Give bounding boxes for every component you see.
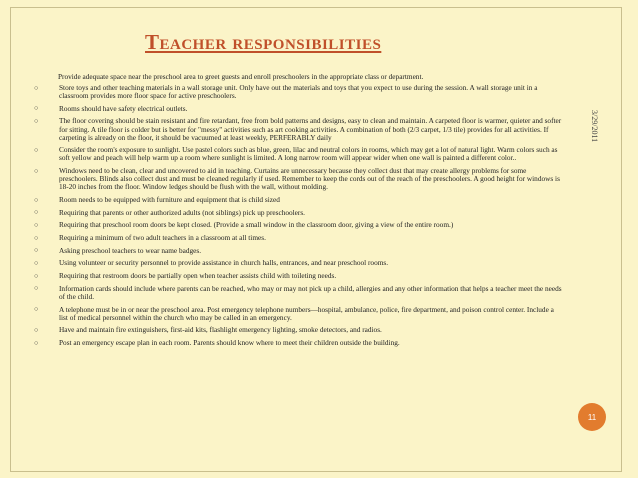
bullet-item [34,306,564,322]
bullet-icon: ○ [34,208,39,217]
bullet-item [34,196,564,204]
bullet-item [34,259,564,267]
bullet-text: Windows need to be clean, clear and uncovered to aid in teaching. Curtains are unnecessary because they collect dust that may create allergy problems for some preschoolers. Blinds also collect dust and must be cleaned regularly if used. Remember to keep the cords out of the reach of the preschoolers. A good height for windows is 18-20 inches from the floor. Window ledges should be flush with the wall, without molding. [59,166,560,192]
bullet-icon: ○ [34,145,39,154]
bullet-text: Requiring that preschool room doors be kept closed. (Provide a small window in the classroom door, giving a view of the entire room.) [59,220,454,230]
bullet-text: Consider the room's exposure to sunlight. Use pastel colors such as blue, green, lilac and neutral colors in rooms, which may get a lot of natural light. Warm colors such as soft yellow and peach will help warm up a room where sunlight is limited. A long narrow room will appear wider when one wall is painted a different color.. [59,145,558,163]
bullet-icon: ○ [34,166,39,175]
intro-text: Provide adequate space near the preschool area to greet guests and enroll preschoolers in the appropriate class or department. [58,72,424,81]
bullet-icon: ○ [34,305,39,314]
bullet-item [34,285,564,301]
bullet-text: Post an emergency escape plan in each room. Parents should know where to meet their children outside the building. [59,338,400,348]
bullet-item [34,209,564,217]
bullet-icon: ○ [34,104,39,113]
bullet-icon: ○ [34,258,39,267]
bullet-text: Information cards should include where parents can be reached, who may or may not pick up a child, allergies and any other information that helps a teacher meet the needs of the child. [59,283,562,301]
bullet-icon: ○ [34,83,39,92]
bullet-text: Have and maintain fire extinguishers, first-aid kits, flashlight emergency lighting, smoke detectors, and radios. [59,325,382,335]
bullet-text: A telephone must be in or near the preschool area. Post emergency telephone numbers—hospital, ambulance, police, fire department, and poison control center. Include a list of medical personnel within the church who may be called in an emergency. [59,304,554,322]
bullet-item [34,221,564,229]
bullet-item [34,339,564,347]
bullet-item [34,146,564,162]
bullet-text: Room needs to be equipped with furniture and equipment that is child sized [59,195,280,204]
bullet-text: Store toys and other teaching materials in a wall storage unit. Only have out the materials and toys that you expect to use during the session. A wall storage unit in a classroom provides more floor space for active preschoolers. [59,83,538,101]
bullet-item [34,272,564,280]
bullet-icon: ○ [34,195,39,204]
bullet-item [34,326,564,334]
bullet-item [34,234,564,242]
bullet-list [34,84,564,352]
bullet-text: The floor covering should be stain resistant and fire retardant, free from bold patterns and designs, easy to clean and maintain. A carpeted floor is warmer, quieter and softer for sitting. A tile floor is colder but is better for "messy" activities such as art cooking activities. A combination of both (2/3 carpet, 1/3 tile) provides for all activities. If carpeting is already on the floor, it should be vacuumed at least weekly, PERFERABLY daily [59,116,562,142]
bullet-text: Requiring that restroom doors be partially open when teacher assists child with toileting needs. [59,271,337,281]
bullet-icon: ○ [34,116,39,125]
bullet-icon: ○ [34,284,39,293]
bullet-item [34,84,564,100]
bullet-icon: ○ [34,233,39,242]
bullet-icon: ○ [34,325,39,334]
bullet-text: Using volunteer or security personnel to provide assistance in church halls, entrances, and near preschool rooms. [59,258,389,268]
bullet-icon: ○ [34,246,39,255]
page-number: 11 [587,412,597,422]
bullet-text: Requiring a minimum of two adult teachers in a classroom at all times. [59,233,266,243]
bullet-icon: ○ [34,338,39,347]
bullet-text: Requiring that parents or other authorized adults (not siblings) pick up preschoolers. [59,207,306,217]
bullet-item [34,117,564,141]
slide-title: Teacher responsibilities [145,30,382,54]
bullet-icon: ○ [34,220,39,229]
bullet-item [34,105,564,113]
bullet-text: Asking preschool teachers to wear name badges. [59,245,202,255]
page-number-badge [578,403,606,431]
bullet-icon: ○ [34,271,39,280]
slide-date: 3/29/2011 [590,110,599,143]
bullet-text: Rooms should have safety electrical outlets. [59,103,188,113]
bullet-item [34,167,564,191]
bullet-item [34,247,564,255]
